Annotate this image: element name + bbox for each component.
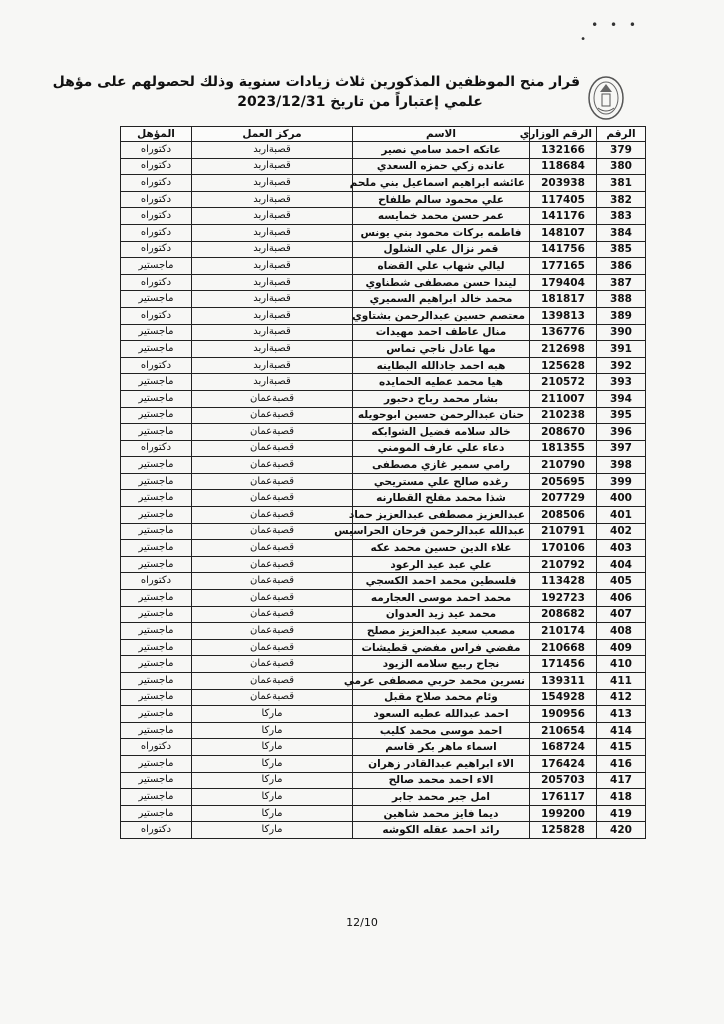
cell-ministry-number: 210238 xyxy=(530,407,597,424)
cell-workplace: قصبةاربد xyxy=(192,307,353,324)
table-header-row xyxy=(121,127,646,142)
cell-number: 383 xyxy=(597,208,646,225)
cell-number: 412 xyxy=(597,689,646,706)
cell-number: 417 xyxy=(597,772,646,789)
cell-qualification: ماجستير xyxy=(121,523,192,540)
cell-workplace: قصبةعمان xyxy=(192,507,353,524)
cell-ministry-number: 141756 xyxy=(530,241,597,258)
cell-name: عبدالعزيز مصطفى عبدالعزيز حماد xyxy=(353,507,530,524)
cell-qualification: ماجستير xyxy=(121,473,192,490)
cell-workplace: ماركا xyxy=(192,706,353,723)
cell-ministry-number: 210792 xyxy=(530,556,597,573)
cell-number: 393 xyxy=(597,374,646,391)
cell-workplace: قصبةعمان xyxy=(192,523,353,540)
cell-workplace: قصبةاربد xyxy=(192,258,353,275)
cell-workplace: قصبةعمان xyxy=(192,689,353,706)
cell-qualification: ماجستير xyxy=(121,639,192,656)
cell-name: ليندا حسن مصطفى شطناوي xyxy=(353,274,530,291)
table-row xyxy=(121,490,646,507)
cell-ministry-number: 205703 xyxy=(530,772,597,789)
cell-number: 402 xyxy=(597,523,646,540)
cell-name: علي محمود سالم طلفاح xyxy=(353,191,530,208)
cell-qualification: ماجستير xyxy=(121,706,192,723)
table-row xyxy=(121,805,646,822)
cell-number: 391 xyxy=(597,341,646,358)
cell-ministry-number: 125628 xyxy=(530,357,597,374)
table-row xyxy=(121,224,646,241)
cell-ministry-number: 154928 xyxy=(530,689,597,706)
table-row xyxy=(121,208,646,225)
table-row xyxy=(121,540,646,557)
table-row xyxy=(121,789,646,806)
col-header-qualification: المؤهل xyxy=(121,127,192,142)
cell-qualification: دكتوراه xyxy=(121,573,192,590)
cell-workplace: قصبةاربد xyxy=(192,324,353,341)
cell-number: 389 xyxy=(597,307,646,324)
cell-ministry-number: 199200 xyxy=(530,805,597,822)
cell-qualification: دكتوراه xyxy=(121,739,192,756)
table-row xyxy=(121,457,646,474)
table-row xyxy=(121,606,646,623)
document-title xyxy=(52,72,580,112)
cell-ministry-number: 132166 xyxy=(530,142,597,159)
cell-ministry-number: 203938 xyxy=(530,175,597,192)
cell-qualification: دكتوراه xyxy=(121,158,192,175)
cell-ministry-number: 176117 xyxy=(530,789,597,806)
cell-number: 381 xyxy=(597,175,646,192)
cell-qualification: ماجستير xyxy=(121,556,192,573)
cell-ministry-number: 139311 xyxy=(530,673,597,690)
corner-mark-dot: • xyxy=(580,34,586,45)
cell-number: 416 xyxy=(597,755,646,772)
cell-name: عائشه ابراهيم اسماعيل بني ملحم xyxy=(353,175,530,192)
table-row xyxy=(121,523,646,540)
cell-qualification: ماجستير xyxy=(121,324,192,341)
cell-number: 386 xyxy=(597,258,646,275)
cell-workplace: قصبةاربد xyxy=(192,341,353,358)
cell-qualification: دكتوراه xyxy=(121,357,192,374)
col-header-workplace: مركز العمل xyxy=(192,127,353,142)
cell-name: امل جبر محمد جابر xyxy=(353,789,530,806)
table-row xyxy=(121,191,646,208)
cell-ministry-number: 190956 xyxy=(530,706,597,723)
cell-ministry-number: 210174 xyxy=(530,623,597,640)
cell-number: 408 xyxy=(597,623,646,640)
cell-ministry-number: 208670 xyxy=(530,424,597,441)
cell-workplace: قصبةعمان xyxy=(192,540,353,557)
cell-name: وئام محمد صلاح مقبل xyxy=(353,689,530,706)
cell-ministry-number: 208682 xyxy=(530,606,597,623)
cell-number: 420 xyxy=(597,822,646,839)
cell-number: 384 xyxy=(597,224,646,241)
cell-ministry-number: 211007 xyxy=(530,390,597,407)
cell-number: 398 xyxy=(597,457,646,474)
cell-qualification: دكتوراه xyxy=(121,191,192,208)
cell-number: 411 xyxy=(597,673,646,690)
cell-name: مها عادل ناجي تماس xyxy=(353,341,530,358)
cell-workplace: قصبةعمان xyxy=(192,573,353,590)
cell-qualification: ماجستير xyxy=(121,673,192,690)
cell-qualification: ماجستير xyxy=(121,606,192,623)
table-row xyxy=(121,689,646,706)
cell-qualification: ماجستير xyxy=(121,457,192,474)
table-row xyxy=(121,623,646,640)
cell-ministry-number: 113428 xyxy=(530,573,597,590)
cell-name: الاء احمد محمد صالح xyxy=(353,772,530,789)
cell-workplace: قصبةاربد xyxy=(192,208,353,225)
cell-number: 407 xyxy=(597,606,646,623)
cell-qualification: دكتوراه xyxy=(121,440,192,457)
cell-number: 415 xyxy=(597,739,646,756)
table-row xyxy=(121,274,646,291)
table-row xyxy=(121,241,646,258)
cell-workplace: قصبةعمان xyxy=(192,424,353,441)
cell-qualification: ماجستير xyxy=(121,490,192,507)
cell-qualification: ماجستير xyxy=(121,507,192,524)
cell-qualification: ماجستير xyxy=(121,656,192,673)
cell-workplace: قصبةاربد xyxy=(192,158,353,175)
table-row xyxy=(121,573,646,590)
table-row xyxy=(121,158,646,175)
cell-workplace: قصبةاربد xyxy=(192,291,353,308)
cell-qualification: دكتوراه xyxy=(121,142,192,159)
table-row xyxy=(121,772,646,789)
cell-workplace: قصبةعمان xyxy=(192,606,353,623)
cell-number: 392 xyxy=(597,357,646,374)
cell-ministry-number: 136776 xyxy=(530,324,597,341)
cell-name: عمر حسن محمد خمايسه xyxy=(353,208,530,225)
cell-name: نسرين محمد حربي مصطفى عرمي xyxy=(353,673,530,690)
cell-name: دعاء علي عارف المومني xyxy=(353,440,530,457)
title-line-1: قرار منح الموظفين المذكورين ثلاث زيادات سنوية وذلك لحصولهم على مؤهل xyxy=(52,74,580,90)
table-row xyxy=(121,374,646,391)
cell-name: معتصم حسين عبدالرحمن بشتاوي xyxy=(353,307,530,324)
table-row xyxy=(121,706,646,723)
cell-workplace: قصبةعمان xyxy=(192,490,353,507)
cell-name: نجاح ربيع سلامه الزيود xyxy=(353,656,530,673)
cell-number: 405 xyxy=(597,573,646,590)
cell-number: 379 xyxy=(597,142,646,159)
cell-number: 396 xyxy=(597,424,646,441)
cell-number: 382 xyxy=(597,191,646,208)
cell-name: محمد عيد زيد العدوان xyxy=(353,606,530,623)
table-row xyxy=(121,341,646,358)
cell-ministry-number: 176424 xyxy=(530,755,597,772)
page-number: 12/10 xyxy=(346,916,378,929)
cell-number: 401 xyxy=(597,507,646,524)
table-row xyxy=(121,739,646,756)
cell-name: احمد موسى محمد كليب xyxy=(353,722,530,739)
cell-name: محمد خالد ابراهيم السميري xyxy=(353,291,530,308)
cell-ministry-number: 117405 xyxy=(530,191,597,208)
cell-qualification: ماجستير xyxy=(121,789,192,806)
col-header-name: الاسم xyxy=(353,127,530,142)
cell-workplace: قصبةاربد xyxy=(192,142,353,159)
corner-marks: • • • xyxy=(591,18,640,32)
cell-number: 399 xyxy=(597,473,646,490)
cell-name: منال عاطف احمد مهيدات xyxy=(353,324,530,341)
cell-number: 419 xyxy=(597,805,646,822)
table-row xyxy=(121,507,646,524)
cell-name: مصعب سعيد عبدالعزيز مصلح xyxy=(353,623,530,640)
cell-workplace: قصبةعمان xyxy=(192,623,353,640)
cell-ministry-number: 181355 xyxy=(530,440,597,457)
cell-number: 397 xyxy=(597,440,646,457)
cell-name: احمد عبدالله عطيه السعود xyxy=(353,706,530,723)
cell-number: 403 xyxy=(597,540,646,557)
cell-workplace: ماركا xyxy=(192,822,353,839)
table-row xyxy=(121,258,646,275)
cell-name: رامي سمير غازي مصطفى xyxy=(353,457,530,474)
cell-ministry-number: 168724 xyxy=(530,739,597,756)
table-row xyxy=(121,639,646,656)
cell-ministry-number: 171456 xyxy=(530,656,597,673)
cell-name: هبه احمد جادالله البطاينه xyxy=(353,357,530,374)
cell-workplace: قصبةاربد xyxy=(192,274,353,291)
cell-workplace: ماركا xyxy=(192,739,353,756)
cell-name: رائد احمد عقله الكوشه xyxy=(353,822,530,839)
table-row xyxy=(121,556,646,573)
cell-workplace: قصبةعمان xyxy=(192,673,353,690)
cell-qualification: دكتوراه xyxy=(121,307,192,324)
table-row xyxy=(121,307,646,324)
cell-ministry-number: 179404 xyxy=(530,274,597,291)
cell-workplace: ماركا xyxy=(192,772,353,789)
cell-number: 410 xyxy=(597,656,646,673)
table-row xyxy=(121,590,646,607)
cell-name: فاطمه بركات محمود بني يونس xyxy=(353,224,530,241)
cell-name: هيا محمد عطيه الحمايده xyxy=(353,374,530,391)
cell-qualification: ماجستير xyxy=(121,623,192,640)
cell-workplace: قصبةاربد xyxy=(192,357,353,374)
cell-qualification: ماجستير xyxy=(121,258,192,275)
cell-name: قمر نزال علي الشلول xyxy=(353,241,530,258)
title-line-2: علمي إعتباراً من تاريخ 2023/12/31 xyxy=(237,94,483,110)
ministry-emblem-icon xyxy=(586,74,626,122)
cell-qualification: ماجستير xyxy=(121,407,192,424)
cell-workplace: ماركا xyxy=(192,755,353,772)
cell-workplace: قصبةعمان xyxy=(192,590,353,607)
cell-ministry-number: 170106 xyxy=(530,540,597,557)
cell-workplace: قصبةعمان xyxy=(192,390,353,407)
cell-ministry-number: 118684 xyxy=(530,158,597,175)
cell-name: ليالي شهاب علي القضاه xyxy=(353,258,530,275)
table-row xyxy=(121,357,646,374)
cell-qualification: دكتوراه xyxy=(121,274,192,291)
cell-qualification: ماجستير xyxy=(121,374,192,391)
cell-qualification: ماجستير xyxy=(121,590,192,607)
cell-qualification: ماجستير xyxy=(121,805,192,822)
table-body xyxy=(121,142,646,839)
cell-qualification: ماجستير xyxy=(121,722,192,739)
cell-name: مفضي فراس مفضي قطيشات xyxy=(353,639,530,656)
cell-number: 385 xyxy=(597,241,646,258)
col-header-number: الرقم xyxy=(597,127,646,142)
cell-name: ديما فايز محمد شاهين xyxy=(353,805,530,822)
cell-qualification: دكتوراه xyxy=(121,822,192,839)
employees-table xyxy=(120,126,646,839)
cell-workplace: قصبةعمان xyxy=(192,556,353,573)
cell-qualification: ماجستير xyxy=(121,341,192,358)
cell-number: 406 xyxy=(597,590,646,607)
cell-workplace: قصبةعمان xyxy=(192,440,353,457)
cell-name: الاء ابراهيم عبدالقادر زهران xyxy=(353,755,530,772)
cell-qualification: دكتوراه xyxy=(121,175,192,192)
cell-name: محمد احمد موسى العجارمه xyxy=(353,590,530,607)
cell-ministry-number: 141176 xyxy=(530,208,597,225)
cell-number: 380 xyxy=(597,158,646,175)
cell-name: اسماء ماهر بكر قاسم xyxy=(353,739,530,756)
cell-name: عاتكه احمد سامي نصير xyxy=(353,142,530,159)
cell-workplace: قصبةعمان xyxy=(192,639,353,656)
cell-workplace: ماركا xyxy=(192,789,353,806)
cell-number: 387 xyxy=(597,274,646,291)
cell-ministry-number: 210790 xyxy=(530,457,597,474)
cell-qualification: ماجستير xyxy=(121,689,192,706)
table-row xyxy=(121,407,646,424)
cell-qualification: ماجستير xyxy=(121,291,192,308)
table-row xyxy=(121,473,646,490)
cell-name: فلسطين محمد احمد الكسجي xyxy=(353,573,530,590)
cell-ministry-number: 210791 xyxy=(530,523,597,540)
cell-name: خالد سلامه فضيل الشوابكه xyxy=(353,424,530,441)
cell-ministry-number: 125828 xyxy=(530,822,597,839)
cell-number: 418 xyxy=(597,789,646,806)
table-row xyxy=(121,440,646,457)
table-row xyxy=(121,142,646,159)
table-row xyxy=(121,722,646,739)
cell-number: 409 xyxy=(597,639,646,656)
cell-name: عبدالله عبدالرحمن فرحان الحراسيس xyxy=(353,523,530,540)
table-row xyxy=(121,656,646,673)
table-row xyxy=(121,324,646,341)
cell-ministry-number: 212698 xyxy=(530,341,597,358)
cell-number: 404 xyxy=(597,556,646,573)
table-row xyxy=(121,673,646,690)
cell-workplace: قصبةعمان xyxy=(192,407,353,424)
table-row xyxy=(121,822,646,839)
cell-ministry-number: 210654 xyxy=(530,722,597,739)
cell-qualification: ماجستير xyxy=(121,390,192,407)
cell-ministry-number: 181817 xyxy=(530,291,597,308)
cell-ministry-number: 207729 xyxy=(530,490,597,507)
cell-number: 394 xyxy=(597,390,646,407)
cell-qualification: ماجستير xyxy=(121,424,192,441)
cell-name: بشار محمد رباح دحبور xyxy=(353,390,530,407)
cell-number: 390 xyxy=(597,324,646,341)
cell-number: 414 xyxy=(597,722,646,739)
table-row xyxy=(121,390,646,407)
cell-number: 413 xyxy=(597,706,646,723)
cell-qualification: دكتوراه xyxy=(121,241,192,258)
cell-name: شذا محمد مفلح القطارنه xyxy=(353,490,530,507)
cell-ministry-number: 205695 xyxy=(530,473,597,490)
cell-workplace: قصبةاربد xyxy=(192,241,353,258)
cell-workplace: ماركا xyxy=(192,722,353,739)
cell-qualification: ماجستير xyxy=(121,540,192,557)
cell-qualification: دكتوراه xyxy=(121,208,192,225)
cell-number: 395 xyxy=(597,407,646,424)
table-row xyxy=(121,424,646,441)
cell-ministry-number: 208506 xyxy=(530,507,597,524)
cell-ministry-number: 210572 xyxy=(530,374,597,391)
cell-name: رغده صالح علي مستريحي xyxy=(353,473,530,490)
table-row xyxy=(121,291,646,308)
cell-workplace: قصبةاربد xyxy=(192,175,353,192)
col-header-ministry-number: الرقم الوزاري xyxy=(530,127,597,142)
cell-workplace: قصبةاربد xyxy=(192,191,353,208)
cell-workplace: قصبةاربد xyxy=(192,374,353,391)
cell-ministry-number: 148107 xyxy=(530,224,597,241)
cell-name: علي عبد عيد الرعود xyxy=(353,556,530,573)
cell-ministry-number: 192723 xyxy=(530,590,597,607)
cell-ministry-number: 139813 xyxy=(530,307,597,324)
cell-qualification: ماجستير xyxy=(121,772,192,789)
cell-qualification: ماجستير xyxy=(121,755,192,772)
cell-workplace: ماركا xyxy=(192,805,353,822)
cell-workplace: قصبةعمان xyxy=(192,457,353,474)
cell-ministry-number: 177165 xyxy=(530,258,597,275)
cell-name: علاء الدين حسين محمد عكه xyxy=(353,540,530,557)
cell-workplace: قصبةعمان xyxy=(192,473,353,490)
cell-workplace: قصبةعمان xyxy=(192,656,353,673)
cell-ministry-number: 210668 xyxy=(530,639,597,656)
cell-workplace: قصبةاربد xyxy=(192,224,353,241)
table-row xyxy=(121,755,646,772)
cell-name: حنان عبدالرحمن حسين ابوحويله xyxy=(353,407,530,424)
cell-number: 388 xyxy=(597,291,646,308)
cell-number: 400 xyxy=(597,490,646,507)
table-row xyxy=(121,175,646,192)
cell-qualification: دكتوراه xyxy=(121,224,192,241)
cell-name: عانده زكي حمزه السعدي xyxy=(353,158,530,175)
